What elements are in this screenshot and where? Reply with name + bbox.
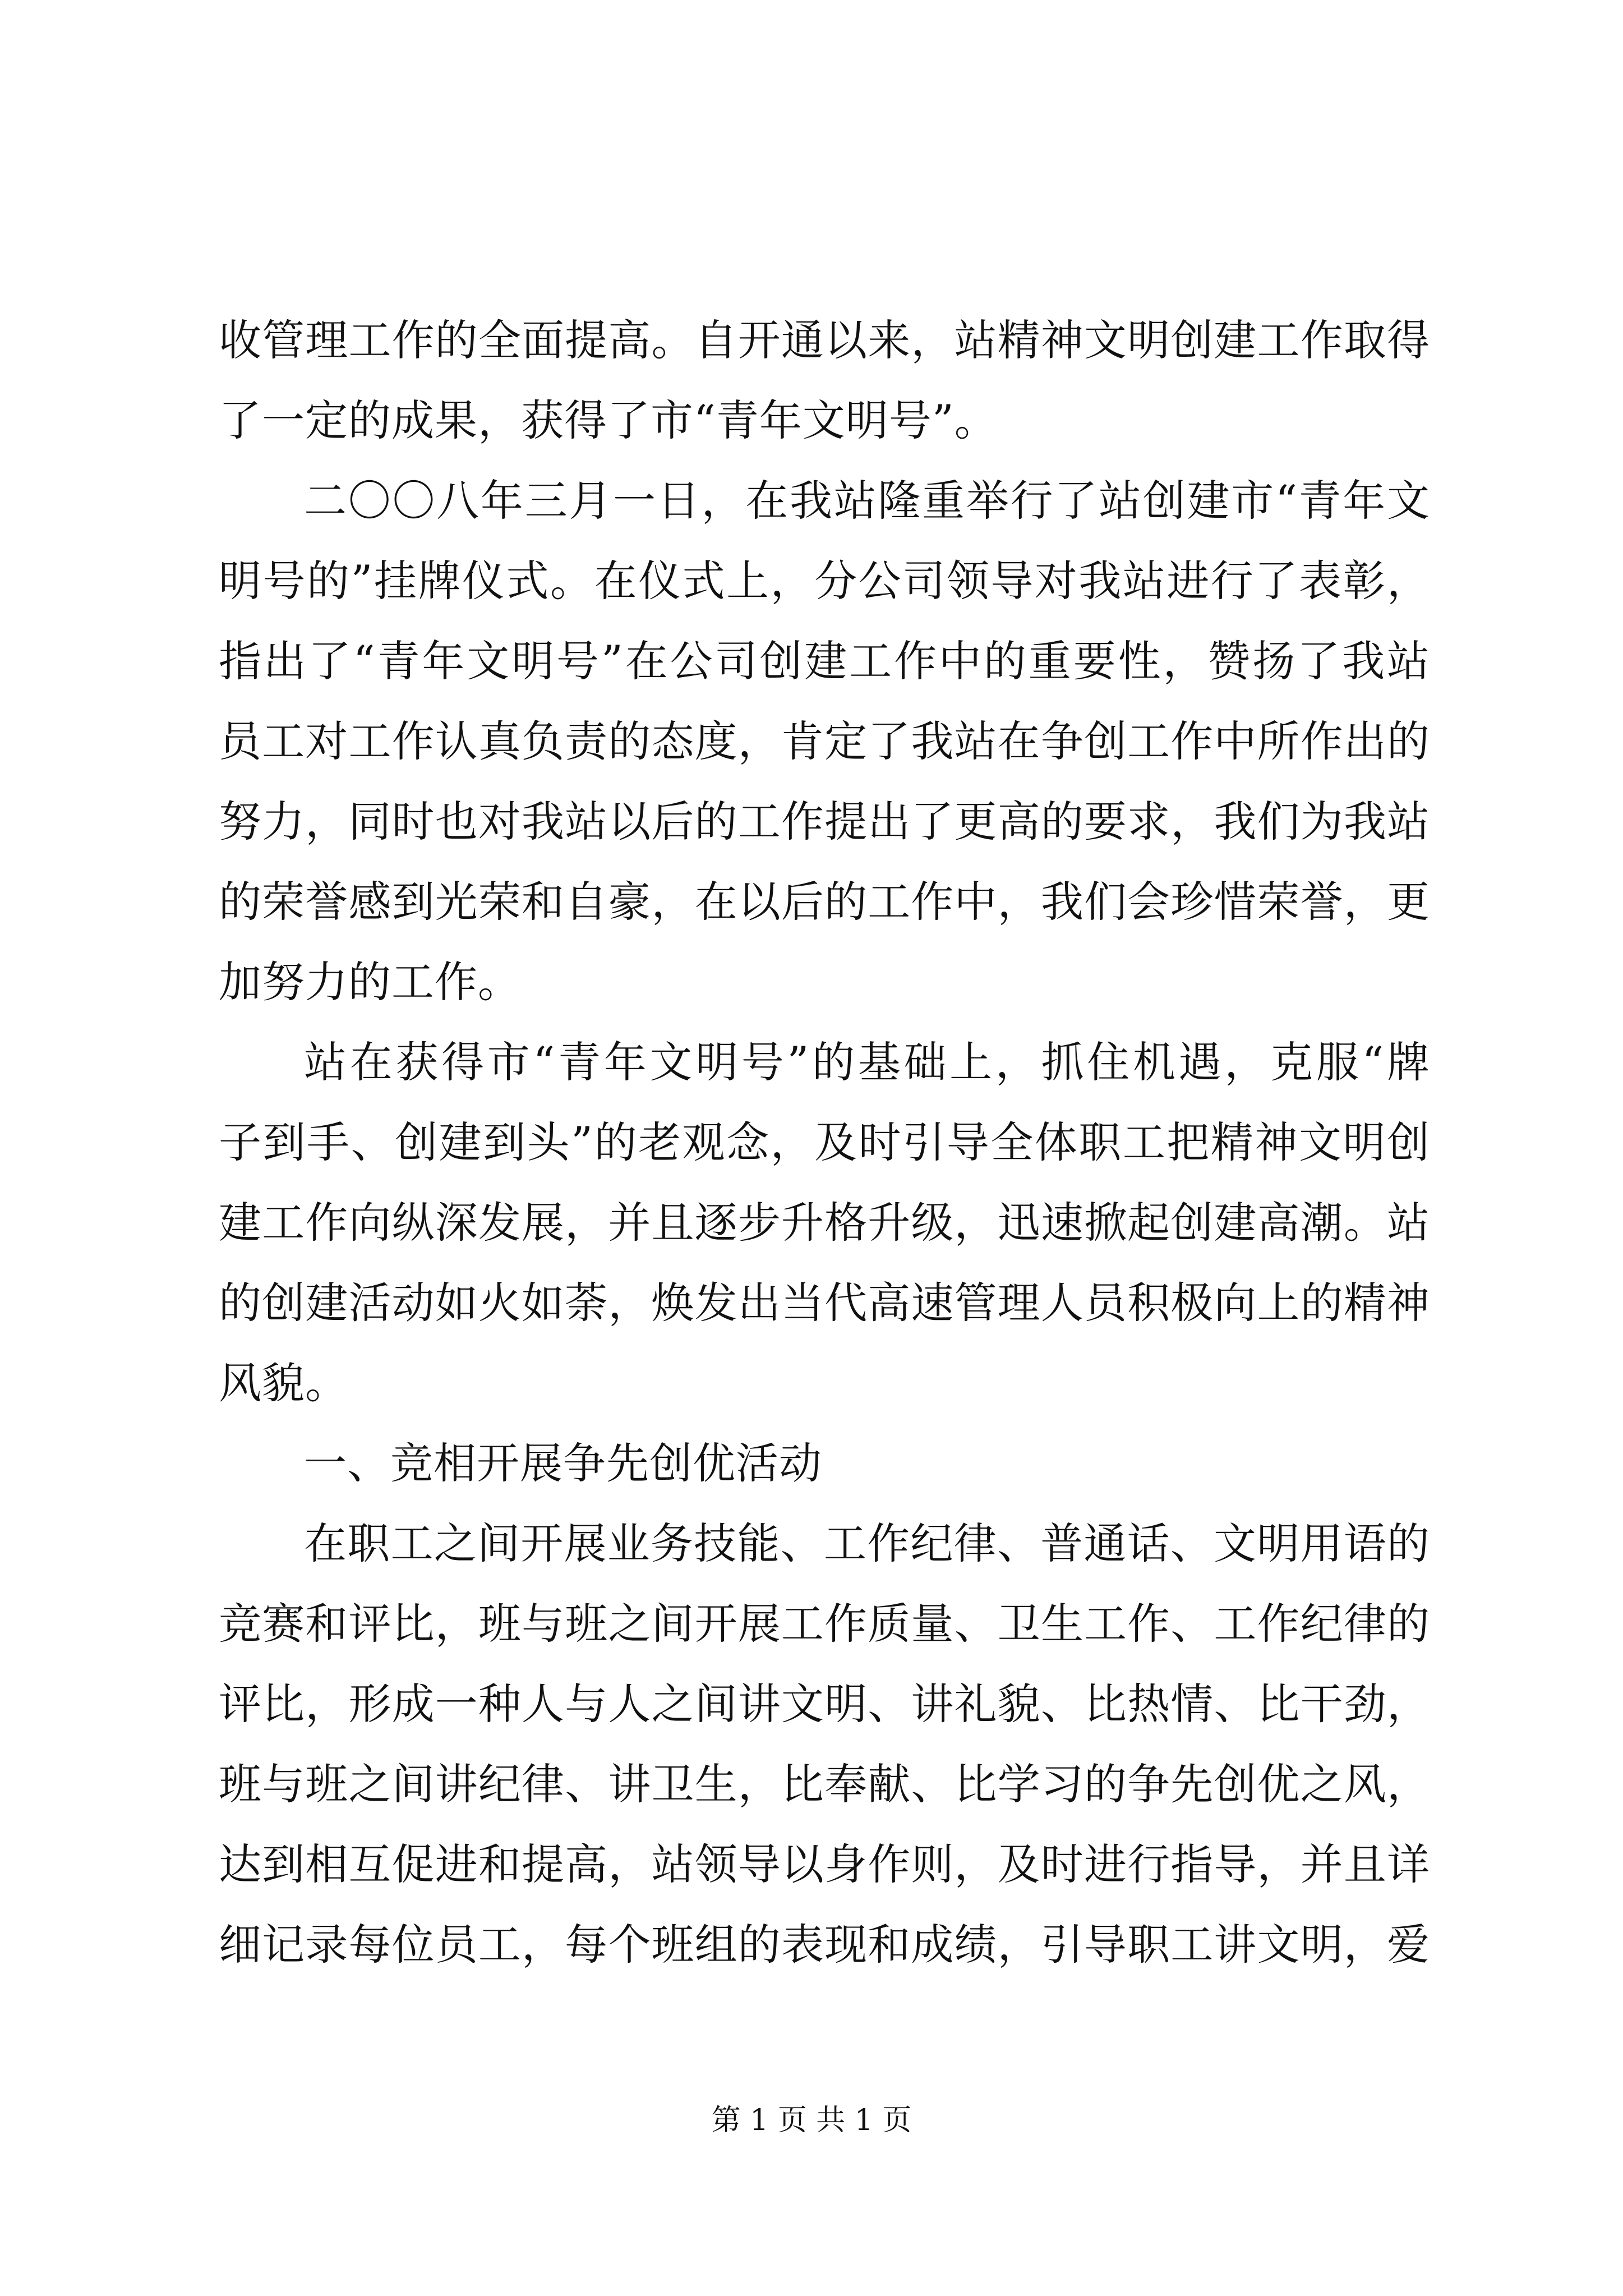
text-line: 努力，同时也对我站以后的工作提出了更高的要求，我们为我站 [219,797,1430,846]
text-line: 的创建活动如火如荼，焕发出当代高速管理人员积极向上的精神 [219,1278,1430,1328]
text-line: 一、竞相开展争先创优活动 [304,1438,822,1488]
document-body [219,300,1430,1985]
text-line: 达到相互促进和提高，站领导以身作则，及时进行指导，并且详 [219,1839,1430,1889]
text-line: 在职工之间开展业务技能、工作纪律、普通话、文明用语的 [304,1519,1430,1568]
text-line: 班与班之间讲纪律、讲卫生，比奉献、比学习的争先创优之风， [219,1759,1430,1809]
text-line: 加努力的工作。 [219,957,521,1007]
text-line: 建工作向纵深发展，并且逐步升格升级，迅速掀起创建高潮。站 [219,1198,1430,1248]
text-line: 明号的”挂牌仪式。在仪式上，分公司领导对我站进行了表彰， [219,556,1430,606]
text-line: 站在获得市“青年文明号”的基础上，抓住机遇，克服“牌 [304,1037,1430,1087]
text-line: 员工对工作认真负责的态度，肯定了我站在争创工作中所作出的 [219,716,1430,766]
text-line: 风貌。 [219,1358,348,1408]
text-line: 二〇〇八年三月一日，在我站隆重举行了站创建市“青年文 [304,476,1430,526]
text-line: 指出了“青年文明号”在公司创建工作中的重要性，赞扬了我站 [219,636,1430,686]
text-line: 了一定的成果，获得了市“青年文明号”。 [219,395,998,445]
text-line: 的荣誉感到光荣和自豪，在以后的工作中，我们会珍惜荣誉，更 [219,877,1430,927]
text-line: 收管理工作的全面提高。自开通以来，站精神文明创建工作取得 [219,315,1430,365]
text-line: 评比，形成一种人与人之间讲文明、讲礼貌、比热情、比干劲， [219,1679,1430,1729]
text-line: 竞赛和评比，班与班之间开展工作质量、卫生工作、工作纪律的 [219,1599,1430,1649]
text-line: 子到手、创建到头”的老观念，及时引导全体职工把精神文明创 [219,1117,1430,1167]
text-line: 细记录每位员工，每个班组的表现和成绩，引导职工讲文明，爱 [219,1920,1430,1970]
page-footer: 第 1 页 共 1 页 [711,2104,912,2137]
